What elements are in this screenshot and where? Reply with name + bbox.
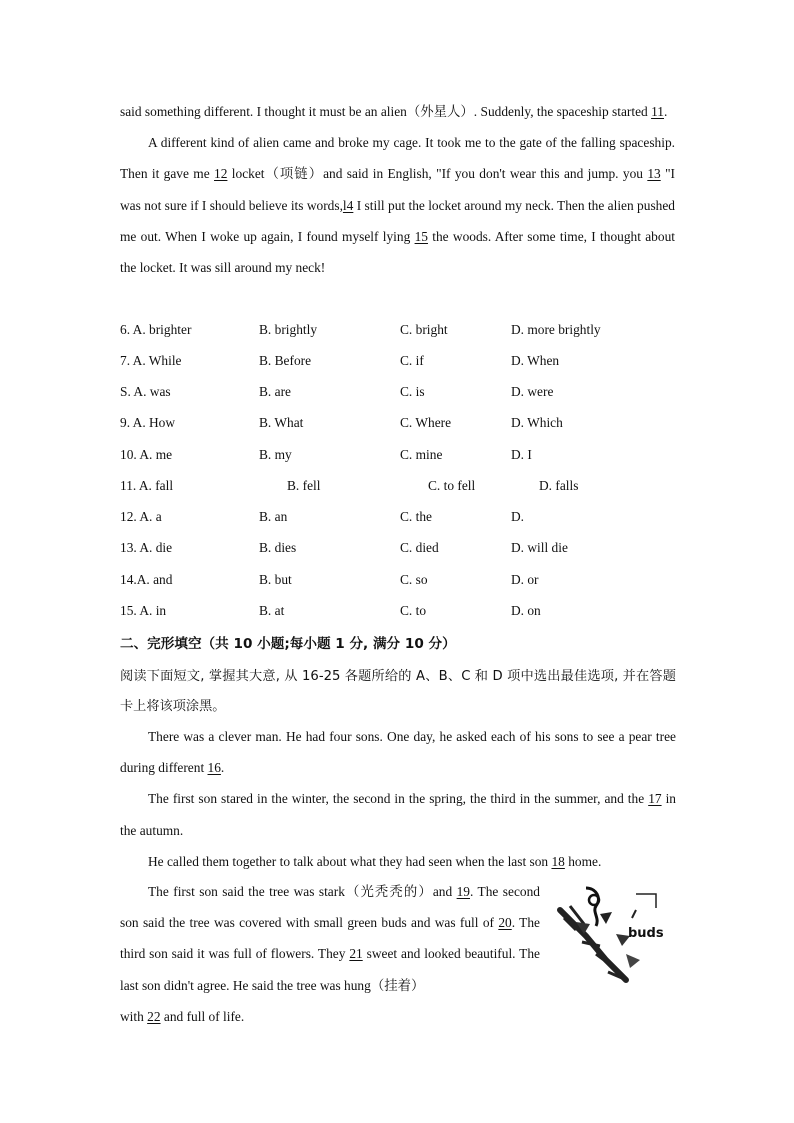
option-c: C. to fell — [428, 478, 476, 493]
blank-16: 16 — [207, 760, 221, 776]
option-d: D. more brightly — [511, 322, 601, 337]
buds-label: buds — [628, 926, 664, 941]
section-heading: 二、完形填空（共 10 小题;每小题 1 分, 满分 10 分） — [120, 636, 456, 652]
story-paragraph-3 — [120, 846, 676, 877]
option-c: C. to — [400, 603, 427, 618]
option-c: C. is — [400, 384, 425, 399]
option-c: C. if — [400, 353, 424, 368]
option-b: B. an — [259, 509, 288, 524]
passage-text: the woods. After some time, I thought about the locket. It was sill around my neck! — [120, 228, 675, 276]
option-d: D. — [511, 509, 525, 524]
option-a: 9. A. How — [120, 415, 176, 430]
passage-text: "I was not sure if I should believe its words, — [120, 166, 676, 213]
passage-line-1 — [120, 96, 675, 127]
option-d: D. When — [511, 353, 560, 368]
branch-drawing — [556, 884, 664, 984]
option-c: C. the — [400, 509, 432, 524]
story-text: He called them together to talk about what they had seen when the last son — [148, 853, 552, 869]
option-b: B. Before — [259, 353, 312, 368]
blank-21: 21 — [349, 946, 363, 962]
blank-20: 20 — [498, 915, 512, 931]
option-row-7 — [120, 353, 680, 373]
option-row-9 — [120, 415, 680, 435]
blank-22: 22 — [147, 1008, 161, 1024]
passage-text: said something different. I thought it must be an alien（外星人）. Suddenly, the spaceship started — [120, 104, 648, 119]
option-c: C. Where — [400, 415, 452, 430]
option-a: 12. A. a — [120, 509, 162, 524]
story-paragraph-2 — [120, 783, 676, 845]
section-instruction: 阅读下面短文, 掌握其大意, 从 16-25 各题所给的 A、B、C 和 D 项中选出最佳选项, 并在答题卡上将该项涂黑。 — [120, 669, 676, 714]
option-d: D. were — [511, 384, 554, 399]
blank-19: 19 — [456, 884, 470, 899]
option-row-14 — [120, 572, 680, 592]
story-passage — [120, 721, 676, 877]
option-d: D. or — [511, 572, 539, 587]
option-a: 7. A. While — [120, 353, 182, 368]
story-text: . The third son said it was full of flowers. They — [120, 915, 540, 962]
option-c: C. died — [400, 540, 439, 555]
story-text: with — [120, 1008, 148, 1024]
blank-11: 11 — [651, 104, 664, 119]
story-paragraph-5 — [120, 1001, 540, 1032]
option-row-10 — [120, 447, 680, 467]
option-row-15 — [120, 603, 680, 623]
option-b: B. dies — [259, 540, 297, 555]
story-text: . The second son said the tree was covered with small green buds and was full of — [120, 884, 540, 931]
option-row-6 — [120, 322, 680, 342]
option-d: D. Which — [511, 415, 563, 430]
passage-text: . — [664, 104, 668, 119]
story-text: There was a clever man. He had four sons. One day, he asked each of his sons to see a pear tree during different — [120, 729, 676, 776]
passage-continuation — [120, 96, 675, 283]
blank-13: 13 — [647, 166, 661, 182]
blank-18: 18 — [551, 853, 565, 869]
option-b: B. brightly — [259, 322, 318, 337]
option-row-12 — [120, 509, 680, 529]
story-text: The first son stared in the winter, the second in the spring, the third in the summer, and the — [148, 791, 649, 807]
option-b: B. but — [259, 572, 292, 587]
option-b: B. my — [259, 447, 292, 462]
story-text: . — [220, 760, 225, 776]
option-d: D. I — [511, 447, 532, 462]
blank-14: l4 — [342, 197, 354, 213]
passage-text: locket（项链）and said in English, "If you don't wear this and jump. you — [227, 166, 648, 182]
story-text: and full of life. — [160, 1008, 245, 1024]
passage-paragraph-2 — [120, 127, 675, 283]
blank-17: 17 — [648, 791, 662, 807]
option-b: B. fell — [287, 478, 321, 493]
story-paragraph-4 — [120, 876, 540, 1032]
story-paragraph-1 — [120, 721, 676, 783]
tree-branch-illustration — [556, 884, 664, 984]
option-a: S. A. was — [120, 384, 171, 399]
option-a: 6. A. brighter — [120, 322, 192, 337]
option-c: C. mine — [400, 447, 443, 462]
option-d: D. on — [511, 603, 541, 618]
option-b: B. at — [259, 603, 285, 618]
option-row-8 — [120, 384, 680, 404]
story-text: home. — [564, 853, 602, 869]
story-text: The first son said the tree was stark（光秃秃的）and — [148, 884, 457, 899]
option-a: 10. A. me — [120, 447, 173, 462]
blank-15: 15 — [414, 228, 428, 244]
option-a: 15. A. in — [120, 603, 167, 618]
option-b: B. What — [259, 415, 304, 430]
option-d: D. will die — [511, 540, 568, 555]
option-b: B. are — [259, 384, 291, 399]
blank-12: 12 — [214, 166, 228, 182]
option-d: D. falls — [539, 478, 579, 493]
option-c: C. bright — [400, 322, 448, 337]
option-row-11 — [120, 478, 680, 498]
story-text: sweet and looked beautiful. The last son didn't agree. He said the tree was hung（挂着） — [120, 946, 540, 993]
passage-text: I still put the locket around my neck. Then the alien pushed me out. When I woke up again, I found myself lying — [120, 197, 675, 244]
option-row-13 — [120, 540, 680, 560]
option-c: C. so — [400, 572, 428, 587]
passage-text: A different kind of alien came and broke my cage. It took me to the gate of the falling spaceship. Then it gave me — [120, 135, 675, 182]
story-text: in the autumn. — [120, 791, 677, 838]
option-a: 14.A. and — [120, 572, 173, 587]
option-a: 13. A. die — [120, 540, 173, 555]
story-paragraph-4-text — [120, 876, 540, 1001]
option-a: 11. A. fall — [120, 478, 174, 493]
